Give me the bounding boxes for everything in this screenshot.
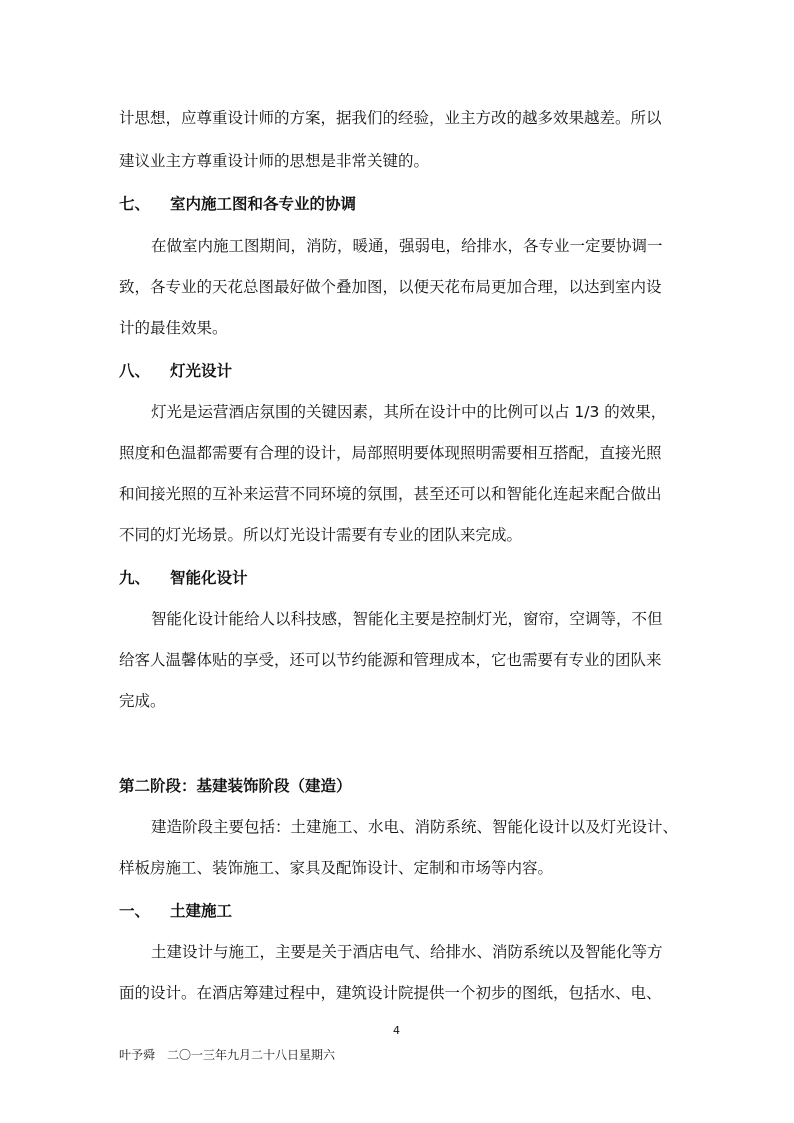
body-text-line: 致，各专业的天花总图最好做个叠加图，以便天花布局更加合理，以达到室内设 (119, 278, 662, 296)
body-text-line: 不同的灯光场景。所以灯光设计需要有专业的团队来完成。 (119, 526, 523, 544)
section-number: 七、 (119, 195, 151, 213)
body-text-line: 灯光是运营酒店氛围的关键因素，其所在设计中的比例可以占 1/3 的效果， (151, 403, 667, 421)
body-text-line: 在做室内施工图期间，消防，暖通，强弱电，给排水，各专业一定要协调一 (151, 237, 663, 255)
body-text-line: 完成。 (119, 692, 166, 710)
body-text-line: 建议业主方尊重设计师的思想是非常关键的。 (119, 152, 430, 170)
body-text-line: 计的最佳效果。 (119, 319, 228, 337)
body-text-line: 和间接光照的互补来运营不同环境的氛围，甚至还可以和智能化连起来配合做出 (119, 485, 662, 503)
section-title: 室内施工图和各专业的协调 (170, 195, 357, 213)
section-number: 九、 (119, 569, 151, 587)
page-number: 4 (393, 1024, 400, 1037)
section-number: 八、 (119, 362, 151, 380)
section-heading-8 (119, 361, 232, 381)
body-text-line: 智能化设计能给人以科技感，智能化主要是控制灯光，窗帘，空调等，不但 (151, 610, 663, 628)
section-heading-9 (119, 568, 248, 588)
section-heading-7 (119, 194, 356, 214)
body-text-line: 给客人温馨体贴的享受，还可以节约能源和管理成本，它也需要有专业的团队来 (119, 651, 662, 669)
section-title: 智能化设计 (170, 569, 248, 587)
section-title: 土建施工 (170, 902, 233, 920)
body-text-line: 计思想，应尊重设计师的方案，据我们的经验，业主方改的越多效果越差。所以 (119, 109, 662, 127)
section-heading-1 (119, 901, 232, 921)
body-text-line: 面的设计。在酒店筹建过程中，建筑设计院提供一个初步的图纸，包括水、电、 (119, 984, 662, 1002)
stage-heading: 第二阶段：基建装饰阶段（建造） (119, 777, 352, 795)
section-title: 灯光设计 (170, 362, 233, 380)
body-text-line: 建造阶段主要包括：土建施工、水电、消防系统、智能化设计以及灯光设计、 (151, 818, 679, 836)
section-number: 一、 (119, 902, 151, 920)
body-text-line: 土建设计与施工，主要是关于酒店电气、给排水、消防系统以及智能化等方 (151, 943, 663, 961)
body-text-line: 样板房施工、装饰施工、家具及配饰设计、定制和市场等内容。 (119, 859, 554, 877)
page-footer: 叶予舜 二〇一三年九月二十八日星期六 (119, 1048, 336, 1062)
body-text-line: 照度和色温都需要有合理的设计，局部照明要体现照明需要相互搭配，直接光照 (119, 444, 662, 462)
